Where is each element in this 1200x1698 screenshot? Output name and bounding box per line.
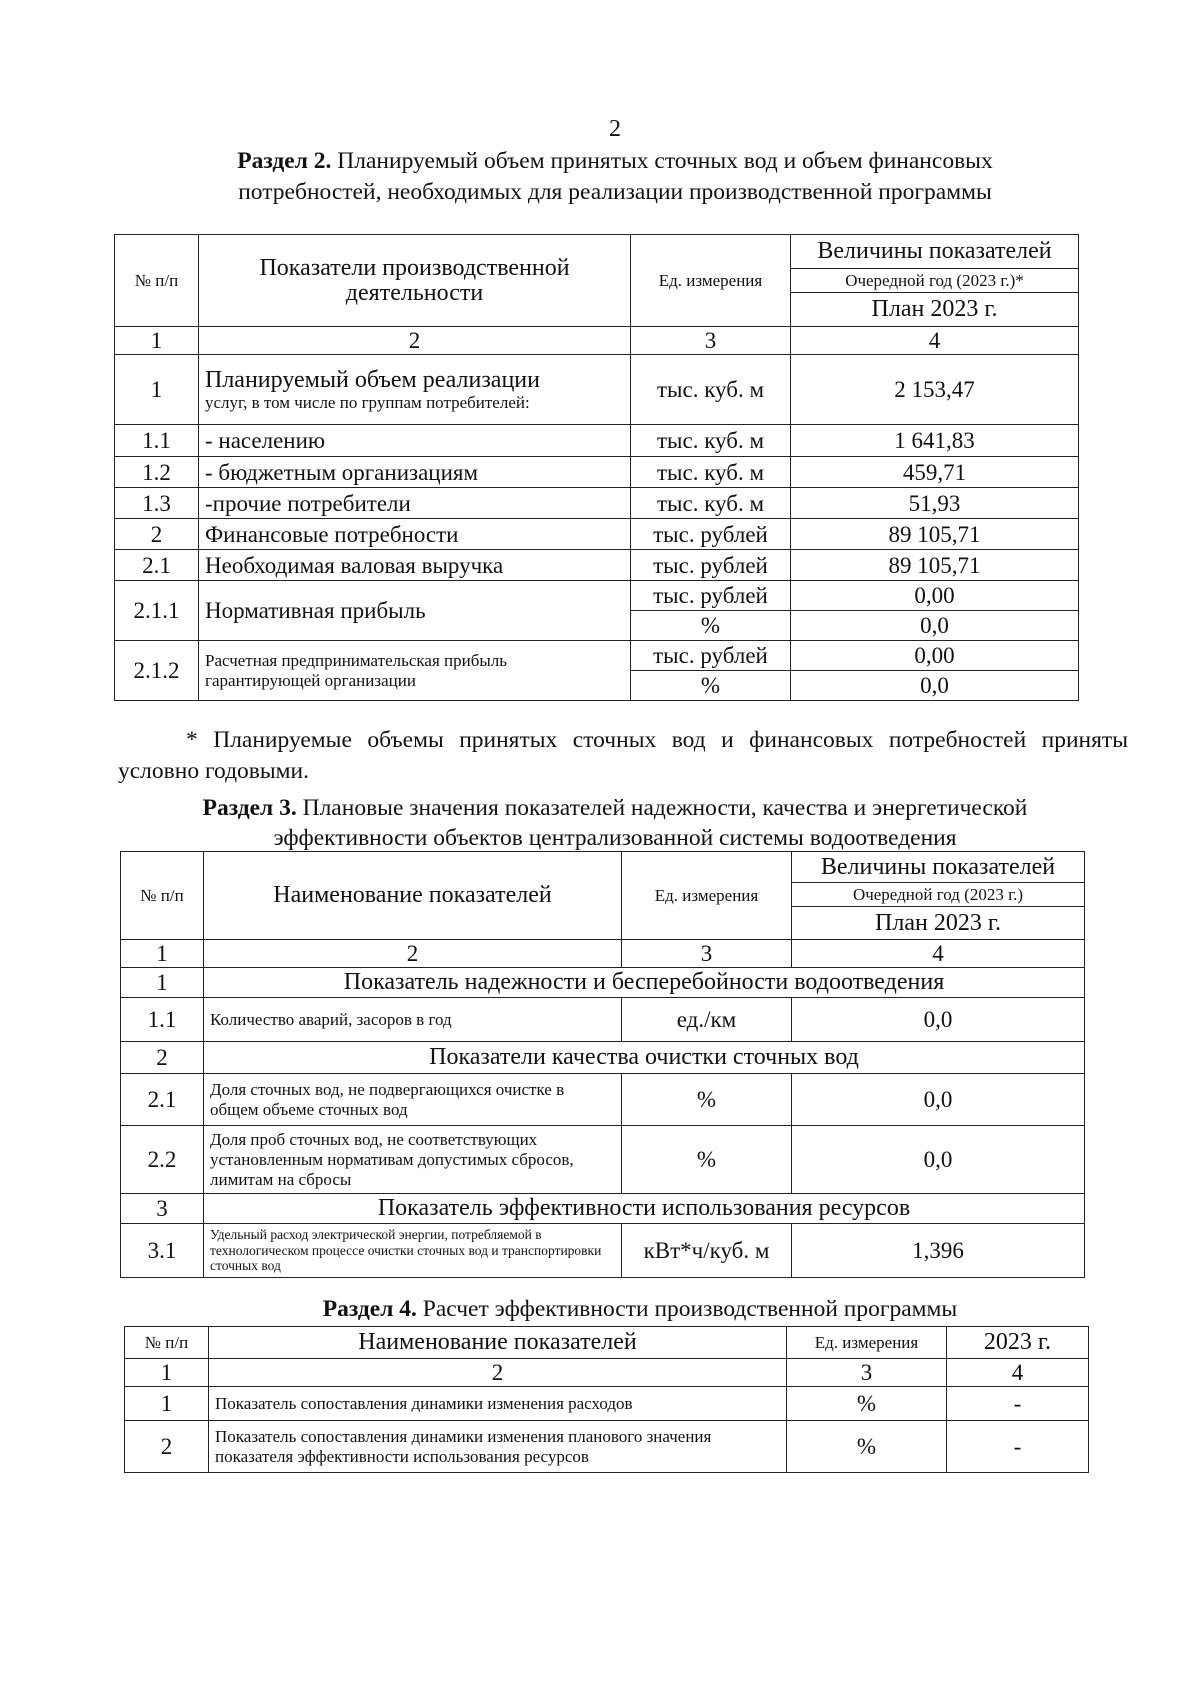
s2-header-values: Величины показателей <box>791 235 1079 269</box>
s2-row-1-value: 2 153,47 <box>791 355 1079 425</box>
s2-row-num: 1.1 <box>115 425 199 457</box>
s3-row-2-2-unit: % <box>622 1126 792 1194</box>
s2-row-value: 459,71 <box>791 457 1079 488</box>
s2-row-name: - бюджетным организациям <box>199 457 631 488</box>
s3-colnum-3: 3 <box>622 940 792 968</box>
s4-row-value: - <box>947 1387 1089 1421</box>
s2-row-2-1-1 <box>115 581 1079 611</box>
s2-row-2-1-1-num: 2.1.1 <box>115 581 199 641</box>
s2-header-num: № п/п <box>115 235 199 327</box>
s2-row-2-1-2-name: Расчетная предпринимательская прибыль гарантирующей организации <box>199 641 631 701</box>
s2-row-2-1-2-num: 2.1.2 <box>115 641 199 701</box>
s2-col-numbers-row <box>115 327 1079 355</box>
table-row <box>115 457 1079 488</box>
s2-row-name: - населению <box>199 425 631 457</box>
s3-row-3-1-name: Удельный расход электрической энергии, потребляемой в технологическом процессе очистки сточных вод и транспортировки сточных вод <box>204 1224 622 1278</box>
s3-row-3-1 <box>121 1224 1085 1278</box>
s4-colnum-3: 3 <box>787 1359 947 1387</box>
s3-row-1-1 <box>121 998 1085 1042</box>
s3-header-num: № п/п <box>121 852 204 940</box>
section2-title <box>100 146 1130 208</box>
s2-row-2-1-1-name: Нормативная прибыль <box>199 581 631 641</box>
section3-table <box>120 851 1085 1278</box>
s3-group-3-title: Показатель эффективности использования ресурсов <box>204 1194 1085 1224</box>
table-row <box>115 519 1079 550</box>
s3-row-2-2-name: Доля проб сточных вод, не соответствующих установленным нормативам допустимых сбросов, лимитам на сбросы <box>204 1126 622 1194</box>
s2-header-plan: План 2023 г. <box>791 293 1079 327</box>
s2-row-unit: тыс. куб. м <box>631 425 791 457</box>
s3-header-next-year: Очередной год (2023 г.) <box>792 883 1085 907</box>
table-row <box>115 488 1079 519</box>
s2-row-1-name <box>199 355 631 425</box>
s2-row-value: 1 641,83 <box>791 425 1079 457</box>
s2-row-1-name-sub: услуг, в том числе по группам потребителей: <box>205 392 530 412</box>
s3-group-1-title: Показатель надежности и бесперебойности водоотведения <box>204 968 1085 998</box>
s2-row-name: -прочие потребители <box>199 488 631 519</box>
s2-row-value: 51,93 <box>791 488 1079 519</box>
s2-row-num: 2.1 <box>115 550 199 581</box>
s3-colnum-4: 4 <box>792 940 1085 968</box>
table-row <box>125 1387 1089 1421</box>
s4-row-value: - <box>947 1421 1089 1473</box>
s3-header-values: Величины показателей <box>792 852 1085 883</box>
s2-row-unit: тыс. рублей <box>631 519 791 550</box>
section3-title-bold: Раздел 3. <box>202 795 297 821</box>
s2-row-1-num: 1 <box>115 355 199 425</box>
s2-row-2-1-1-unit1: тыс. рублей <box>631 581 791 611</box>
section2-title-line1 <box>100 146 1130 177</box>
section4-title-bold: Раздел 4. <box>322 1296 417 1322</box>
s3-row-3-1-value: 1,396 <box>792 1224 1085 1278</box>
section4-table <box>124 1326 1089 1473</box>
section3-title <box>100 793 1130 853</box>
s3-row-2-1-value: 0,0 <box>792 1074 1085 1126</box>
s4-colnum-4: 4 <box>947 1359 1089 1387</box>
s3-row-2-2-value: 0,0 <box>792 1126 1085 1194</box>
section2-title-bold: Раздел 2. <box>237 148 332 174</box>
s3-group-1-num: 1 <box>121 968 204 998</box>
s4-row-unit: % <box>787 1387 947 1421</box>
s3-row-2-2-num: 2.2 <box>121 1126 204 1194</box>
s2-row-2-1-1-unit2: % <box>631 611 791 641</box>
s4-colnum-1: 1 <box>125 1359 209 1387</box>
table-row <box>125 1421 1089 1473</box>
s2-row-name: Необходимая валовая выручка <box>199 550 631 581</box>
s3-colnum-1: 1 <box>121 940 204 968</box>
s3-row-1-1-value: 0,0 <box>792 998 1085 1042</box>
section2-title-text1: Планируемый объем принятых сточных вод и объем финансовых <box>337 148 993 174</box>
s4-col-numbers-row <box>125 1359 1089 1387</box>
s2-row-1-unit: тыс. куб. м <box>631 355 791 425</box>
s4-row-name: Показатель сопоставления динамики изменения расходов <box>209 1387 787 1421</box>
s2-row-value: 89 105,71 <box>791 519 1079 550</box>
s2-row-unit: тыс. куб. м <box>631 488 791 519</box>
s2-row-2-1-2-unit2: % <box>631 671 791 701</box>
section3-title-line2: эффективности объектов централизованной системы водоотведения <box>273 825 957 851</box>
s2-row-2-1-2-value2: 0,0 <box>791 671 1079 701</box>
s3-group-3 <box>121 1194 1085 1224</box>
s3-row-2-1-num: 2.1 <box>121 1074 204 1126</box>
s2-row-1-name-main: Планируемый объем реализации <box>205 366 540 393</box>
s2-row-unit: тыс. рублей <box>631 550 791 581</box>
s4-header-year: 2023 г. <box>947 1327 1089 1359</box>
s3-row-2-1 <box>121 1074 1085 1126</box>
s3-row-1-1-num: 1.1 <box>121 998 204 1042</box>
s3-row-2-2 <box>121 1126 1085 1194</box>
s2-colnum-2: 2 <box>199 327 631 355</box>
s2-row-value: 89 105,71 <box>791 550 1079 581</box>
s3-group-3-num: 3 <box>121 1194 204 1224</box>
section3-title-line1 <box>100 793 1130 823</box>
s4-header-num: № п/п <box>125 1327 209 1359</box>
s3-group-2 <box>121 1042 1085 1074</box>
table-row <box>115 425 1079 457</box>
s3-row-1-1-name: Количество аварий, засоров в год <box>204 998 622 1042</box>
s4-row-num: 2 <box>125 1421 209 1473</box>
s2-row-1 <box>115 355 1079 425</box>
s3-row-2-1-unit: % <box>622 1074 792 1126</box>
s2-row-unit: тыс. куб. м <box>631 457 791 488</box>
s3-row-2-1-name: Доля сточных вод, не подвергающихся очистке в общем объеме сточных вод <box>204 1074 622 1126</box>
s2-row-2-1-2-value1: 0,00 <box>791 641 1079 671</box>
section4-title <box>240 1294 1040 1324</box>
page-number: 2 <box>609 116 621 142</box>
s2-header-indicator: Показатели производственной деятельности <box>199 235 631 327</box>
s2-row-num: 1.2 <box>115 457 199 488</box>
s4-header-indicator: Наименование показателей <box>209 1327 787 1359</box>
s4-header-unit: Ед. измерения <box>787 1327 947 1359</box>
s2-row-num: 2 <box>115 519 199 550</box>
s3-row-3-1-num: 3.1 <box>121 1224 204 1278</box>
s2-colnum-1: 1 <box>115 327 199 355</box>
s2-row-name: Финансовые потребности <box>199 519 631 550</box>
s4-row-num: 1 <box>125 1387 209 1421</box>
s3-group-2-num: 2 <box>121 1042 204 1074</box>
section3-title-text1: Плановые значения показателей надежности, качества и энергетической <box>302 795 1028 821</box>
s3-group-1 <box>121 968 1085 998</box>
s3-row-3-1-unit: кВт*ч/куб. м <box>622 1224 792 1278</box>
s2-colnum-4: 4 <box>791 327 1079 355</box>
section2-table <box>114 234 1079 701</box>
s3-group-2-title: Показатели качества очистки сточных вод <box>204 1042 1085 1074</box>
s3-header-unit: Ед. измерения <box>622 852 792 940</box>
s2-row-num: 1.3 <box>115 488 199 519</box>
s4-row-name: Показатель сопоставления динамики изменения планового значения показателя эффективности использования ресурсов <box>209 1421 787 1473</box>
section2-footnote: * Планируемые объемы принятых сточных вод и финансовых потребностей приняты условно годовыми. <box>118 727 1128 784</box>
s3-col-numbers-row <box>121 940 1085 968</box>
table-row <box>115 550 1079 581</box>
section4-title-text: Расчет эффективности производственной программы <box>422 1296 958 1322</box>
s3-header-plan: План 2023 г. <box>792 907 1085 940</box>
s3-colnum-2: 2 <box>204 940 622 968</box>
s4-row-unit: % <box>787 1421 947 1473</box>
s2-header-unit: Ед. измерения <box>631 235 791 327</box>
s2-row-2-1-1-value1: 0,00 <box>791 581 1079 611</box>
s3-header-indicator: Наименование показателей <box>204 852 622 940</box>
s2-row-2-1-2-unit1: тыс. рублей <box>631 641 791 671</box>
s2-row-2-1-1-value2: 0,0 <box>791 611 1079 641</box>
s2-colnum-3: 3 <box>631 327 791 355</box>
section2-title-line2: потребностей, необходимых для реализации производственной программы <box>238 179 992 205</box>
s4-colnum-2: 2 <box>209 1359 787 1387</box>
s2-header-next-year: Очередной год (2023 г.)* <box>791 269 1079 293</box>
s3-row-1-1-unit: ед./км <box>622 998 792 1042</box>
s2-row-2-1-2 <box>115 641 1079 671</box>
